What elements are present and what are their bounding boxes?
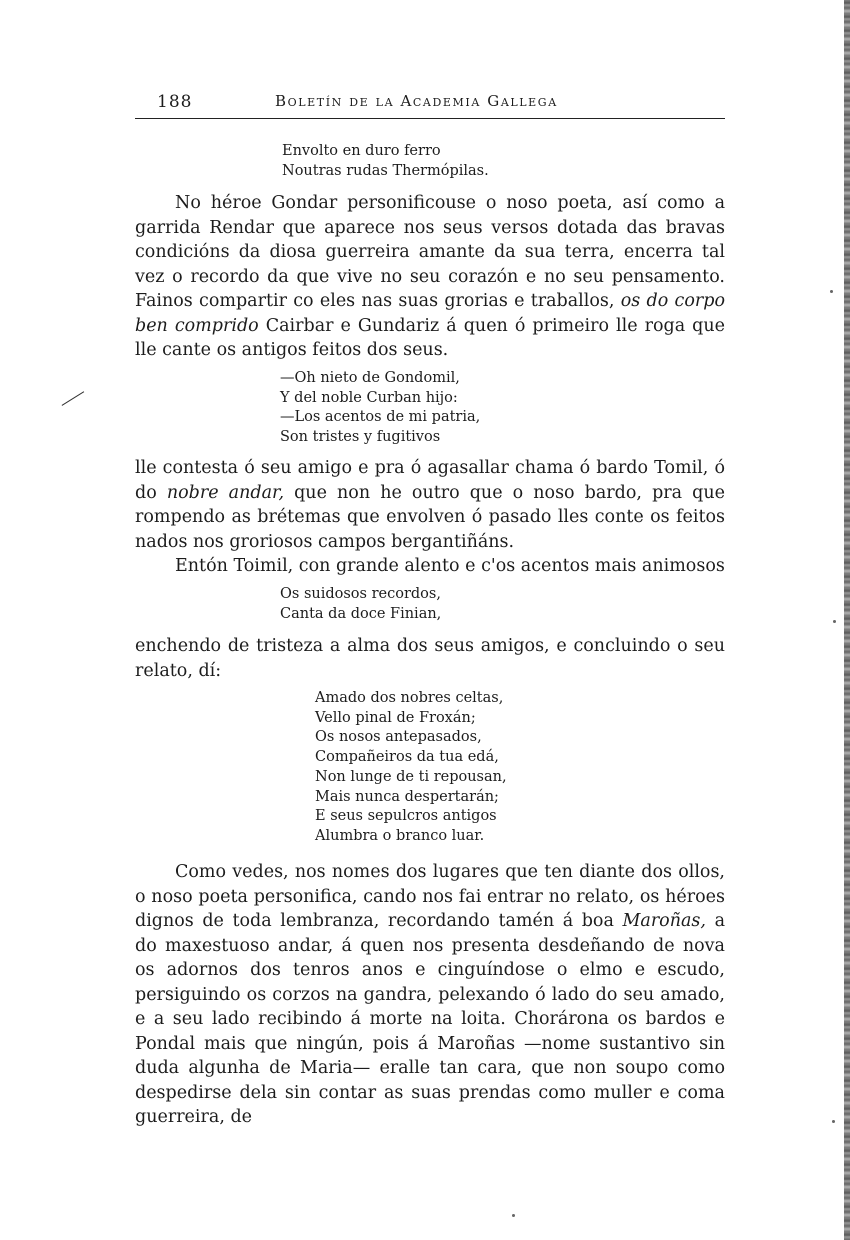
verse-line: Mais nunca despertarán;	[315, 788, 499, 805]
page-header	[135, 88, 725, 119]
paragraph-text: a do maxestuoso andar, á quen nos presenta desdeñando de nova os adornos dos tenros anos e cinguíndose o elmo e escudo, persiguindo os corzos na gandra, pelexando ó lado do seu amado, e a seu lado recibindo á morte na loita. Chorárona os bardos e Pondal mais que ningún, pois á Maroñas —nome sustantivo sin duda algunha de Maria— eralle tan cara, que non soupo como despedirse dela sin contar as suas prendas como muller e coma guerreira, de	[135, 911, 725, 1127]
verse-block-3	[280, 585, 441, 624]
verse-line: Amado dos nobres celtas,	[315, 690, 504, 706]
paragraph-text: Como vedes, nos nomes dos lugares que ten diante dos ollos, o noso poeta personifica, cando nos fai entrar no relato, os héroes dignos de toda lembranza, recordando tamén á boa	[135, 862, 725, 931]
verse-line: Vello pinal de Froxán;	[315, 709, 476, 726]
paragraph-3: Entón Toimil, con grande alento e c'os acentos mais animosos	[175, 556, 725, 576]
italic-phrase: Maroñas,	[622, 911, 706, 931]
verse-line: E seus sepulcros antigos	[315, 808, 497, 825]
verse-line: Son tristes y fugitivos	[280, 429, 441, 446]
verse-line: —Oh nieto de Gondomil,	[280, 370, 460, 386]
verse-block-2	[280, 369, 480, 448]
ink-speck	[833, 620, 836, 623]
verse-line: Y del noble Curban hijo:	[280, 389, 458, 406]
paragraph-4: enchendo de tristeza a alma dos seus amigos, e concluindo o seu relato, dí:	[135, 636, 725, 681]
verse-line: Os nosos antepasados,	[315, 729, 482, 746]
paragraph-2	[135, 456, 725, 554]
ink-speck	[830, 290, 833, 293]
verse-line: Noutras rudas Thermópilas.	[282, 162, 489, 179]
verse-block-4	[315, 689, 507, 847]
verse-line: Compañeiros da tua edá,	[315, 749, 499, 766]
verse-line: Canta da doce Finian,	[280, 605, 442, 622]
verse-line: Alumbra o branco luar.	[315, 827, 485, 844]
paragraph-text: que non he outro que o noso bardo, pra que rompendo as brétemas que envolven ó pasado lles conte os feitos nados nos groriosos campos bergantiñáns.	[135, 482, 725, 552]
verse-line: —Los acentos de mi patria,	[280, 409, 481, 426]
italic-phrase: nobre andar,	[166, 482, 285, 503]
ink-speck	[832, 1120, 835, 1123]
scan-edge-artifact	[844, 0, 850, 1240]
stray-pencil-mark	[62, 391, 85, 406]
paragraph-text: Cairbar e Gundariz á quen ó primeiro lle roga que lle cante os antigos feitos dos seus.	[135, 315, 725, 360]
paragraph-5	[135, 860, 725, 1130]
verse-block-1	[282, 142, 489, 181]
ink-speck	[512, 1214, 515, 1217]
italic-phrase: os do corpo ben comprido	[135, 291, 725, 336]
page-number: 188	[157, 92, 193, 112]
paragraph-text: No héroe Gondar personificouse o noso poeta, así como a garrida Rendar que aparece nos seus versos dotada das bravas condicións da diosa guerreira amante da sua terra, encerra tal vez o recordo da que vive no seu corazón e no seu pensamento. Fainos compartir co eles nas suas grorias e traballos,	[135, 193, 725, 311]
verse-line: Envolto en duro ferro	[282, 143, 441, 159]
verse-line: Non lunge de ti repousan,	[315, 768, 507, 785]
paragraph-1	[135, 191, 725, 363]
verse-line: Os suidosos recordos,	[280, 586, 441, 602]
running-title: Boletín de la Academia Gallega	[275, 92, 558, 110]
paragraph-text: lle contesta ó seu amigo e pra ó agasallar chama ó bardo Tomil, ó do	[135, 458, 725, 503]
